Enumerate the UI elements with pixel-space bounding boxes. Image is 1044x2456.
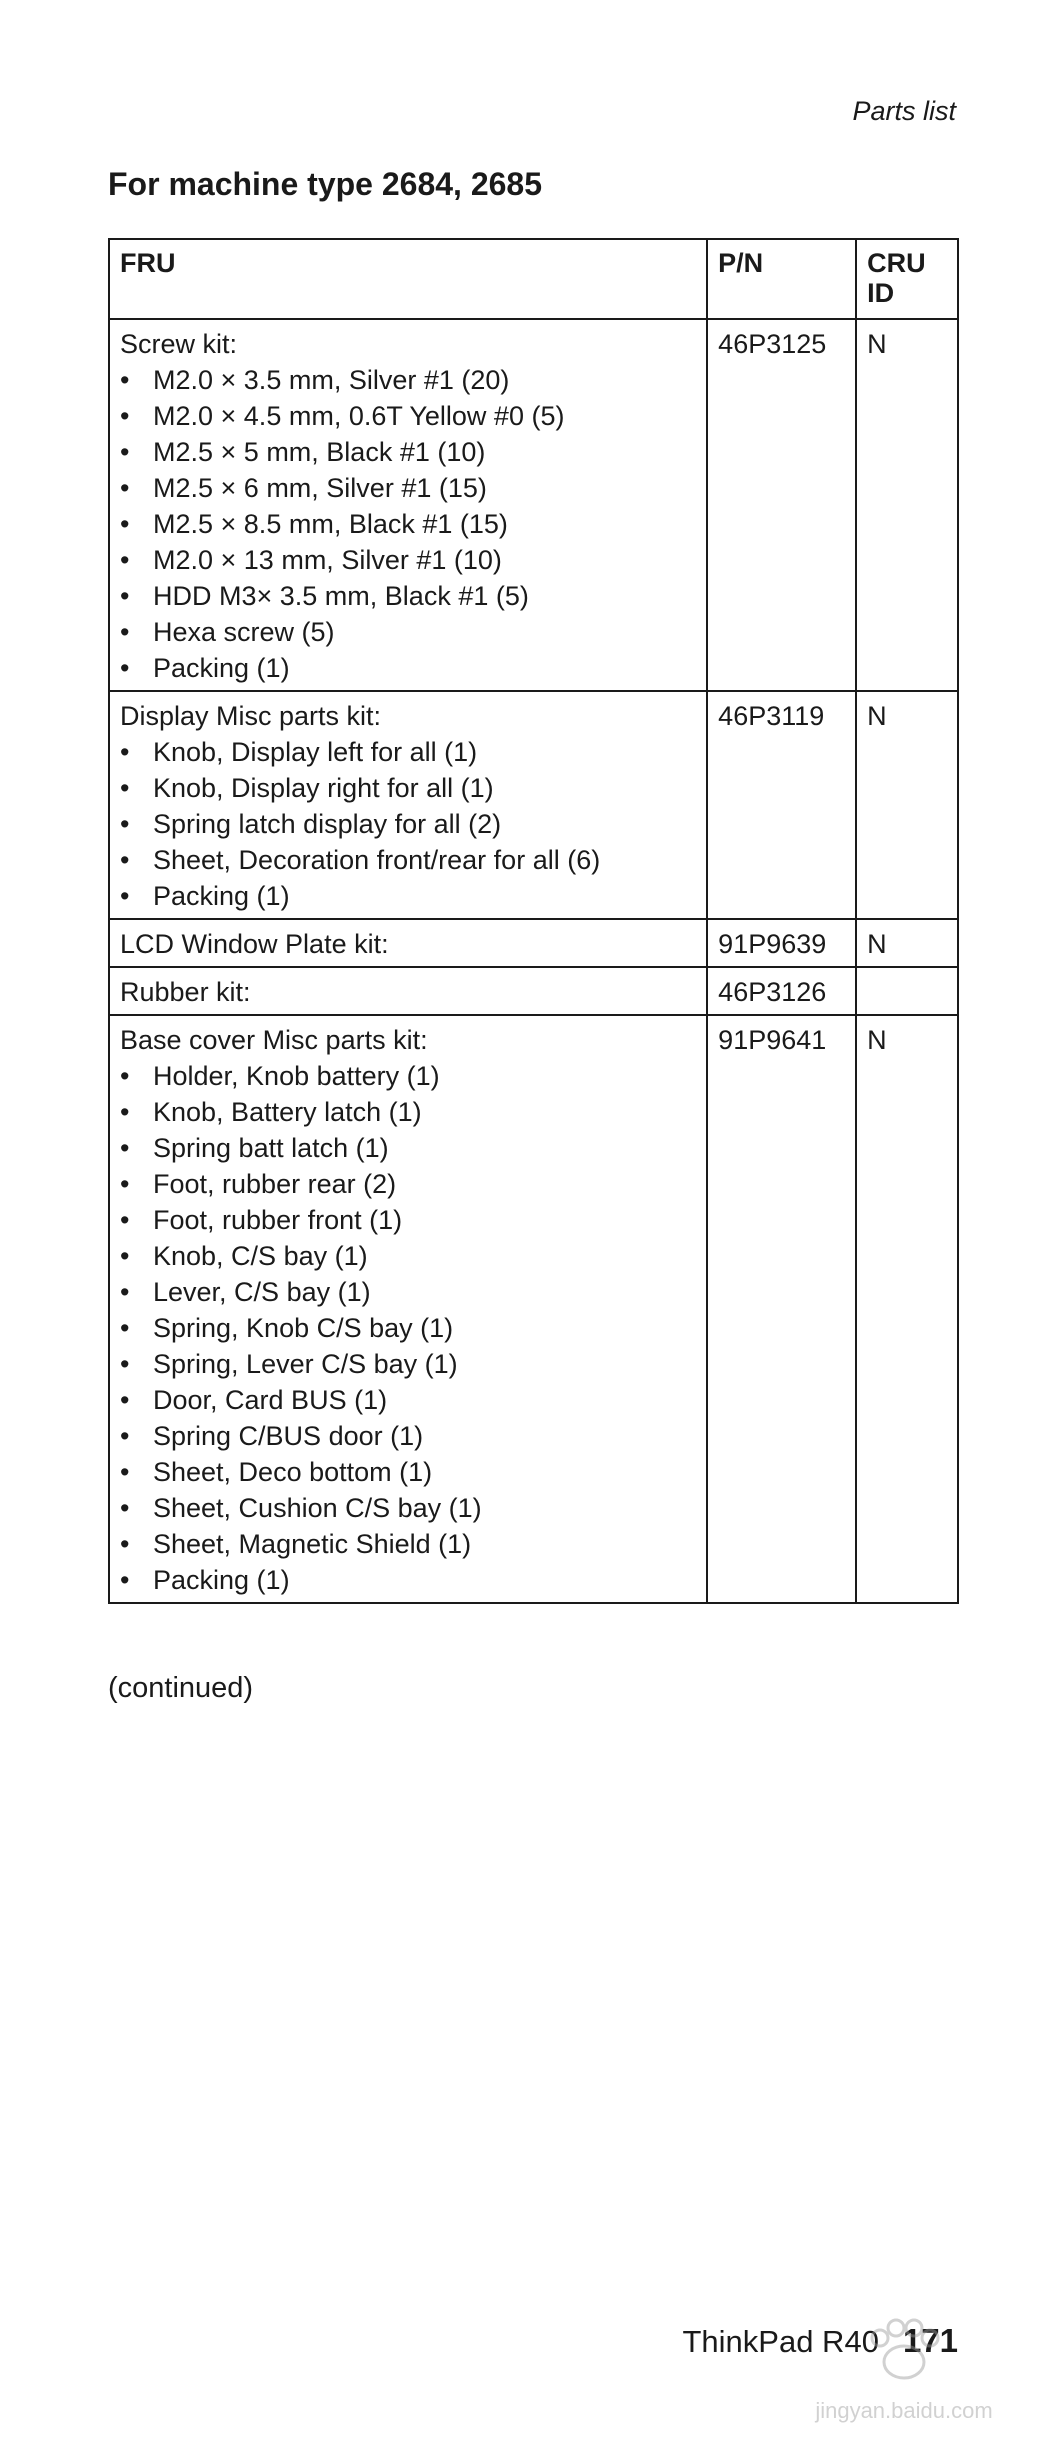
page-number: 171	[902, 2322, 958, 2359]
list-item: • Spring latch display for all (2)	[120, 806, 696, 842]
list-item: • Sheet, Magnetic Shield (1)	[120, 1526, 696, 1562]
list-item: • M2.5 × 8.5 mm, Black #1 (15)	[120, 506, 696, 542]
kit-title: Screw kit:	[120, 329, 238, 359]
fru-cell	[109, 319, 707, 691]
part-number-cell: 46P3125	[707, 319, 856, 691]
column-header-cru-line2: ID	[867, 278, 895, 308]
list-item: • HDD M3× 3.5 mm, Black #1 (5)	[120, 578, 696, 614]
section-heading: For machine type 2684, 2685	[108, 166, 542, 202]
list-item: • Door, Card BUS (1)	[120, 1382, 696, 1418]
kit-title: Base cover Misc parts kit:	[120, 1025, 428, 1055]
list-item: • Foot, rubber rear (2)	[120, 1166, 696, 1202]
cru-id-cell: N	[856, 319, 958, 691]
fru-cell	[109, 967, 707, 1015]
kit-item-list	[120, 1058, 696, 1598]
kit-item-list	[120, 734, 696, 914]
list-item: • M2.0 × 4.5 mm, 0.6T Yellow #0 (5)	[120, 398, 696, 434]
list-item: • Packing (1)	[120, 1562, 696, 1598]
list-item: • Spring batt latch (1)	[120, 1130, 696, 1166]
list-item: • Knob, Display left for all (1)	[120, 734, 696, 770]
part-number-cell: 46P3119	[707, 691, 856, 919]
kit-title: LCD Window Plate kit:	[120, 929, 389, 959]
watermark-site-text: jingyan.baidu.com	[815, 2398, 993, 2423]
cru-id-cell: N	[856, 1015, 958, 1603]
table-row	[109, 919, 958, 967]
column-header-fru: FRU	[109, 239, 707, 319]
list-item: • M2.5 × 6 mm, Silver #1 (15)	[120, 470, 696, 506]
table-row	[109, 319, 958, 691]
fru-cell	[109, 1015, 707, 1603]
parts-table-body	[109, 319, 958, 1603]
kit-title: Display Misc parts kit:	[120, 701, 382, 731]
part-number-cell: 91P9639	[707, 919, 856, 967]
column-header-cru-id	[856, 239, 958, 319]
table-header-row	[109, 239, 958, 319]
list-item: • Spring C/BUS door (1)	[120, 1418, 696, 1454]
paw-logo-icon	[784, 2300, 1024, 2430]
fru-cell	[109, 691, 707, 919]
cru-id-cell	[856, 967, 958, 1015]
part-number-cell: 46P3126	[707, 967, 856, 1015]
table-row	[109, 1015, 958, 1603]
parts-table	[108, 238, 959, 1604]
cru-id-cell: N	[856, 919, 958, 967]
list-item: • Knob, C/S bay (1)	[120, 1238, 696, 1274]
list-item: • Packing (1)	[120, 650, 696, 686]
kit-title: Rubber kit:	[120, 977, 251, 1007]
table-row	[109, 691, 958, 919]
column-header-cru-line1: CRU	[867, 248, 926, 278]
list-item: • M2.0 × 3.5 mm, Silver #1 (20)	[120, 362, 696, 398]
list-item: • Spring, Knob C/S bay (1)	[120, 1310, 696, 1346]
list-item: • M2.0 × 13 mm, Silver #1 (10)	[120, 542, 696, 578]
list-item: • Packing (1)	[120, 878, 696, 914]
list-item: • Foot, rubber front (1)	[120, 1202, 696, 1238]
column-header-pn: P/N	[707, 239, 856, 319]
fru-cell	[109, 919, 707, 967]
list-item: • Lever, C/S bay (1)	[120, 1274, 696, 1310]
footer-book-title: ThinkPad R40	[682, 2324, 879, 2359]
list-item: • Hexa screw (5)	[120, 614, 696, 650]
cru-id-cell: N	[856, 691, 958, 919]
table-row	[109, 967, 958, 1015]
list-item: • Holder, Knob battery (1)	[120, 1058, 696, 1094]
page-footer	[682, 2322, 958, 2360]
part-number-cell: 91P9641	[707, 1015, 856, 1603]
list-item: • Knob, Display right for all (1)	[120, 770, 696, 806]
continued-note: (continued)	[108, 1672, 254, 1704]
running-header: Parts list	[852, 96, 956, 126]
kit-item-list	[120, 362, 696, 686]
list-item: • Sheet, Deco bottom (1)	[120, 1454, 696, 1490]
list-item: • Sheet, Decoration front/rear for all (6)	[120, 842, 696, 878]
list-item: • Sheet, Cushion C/S bay (1)	[120, 1490, 696, 1526]
list-item: • Spring, Lever C/S bay (1)	[120, 1346, 696, 1382]
list-item: • Knob, Battery latch (1)	[120, 1094, 696, 1130]
list-item: • M2.5 × 5 mm, Black #1 (10)	[120, 434, 696, 470]
